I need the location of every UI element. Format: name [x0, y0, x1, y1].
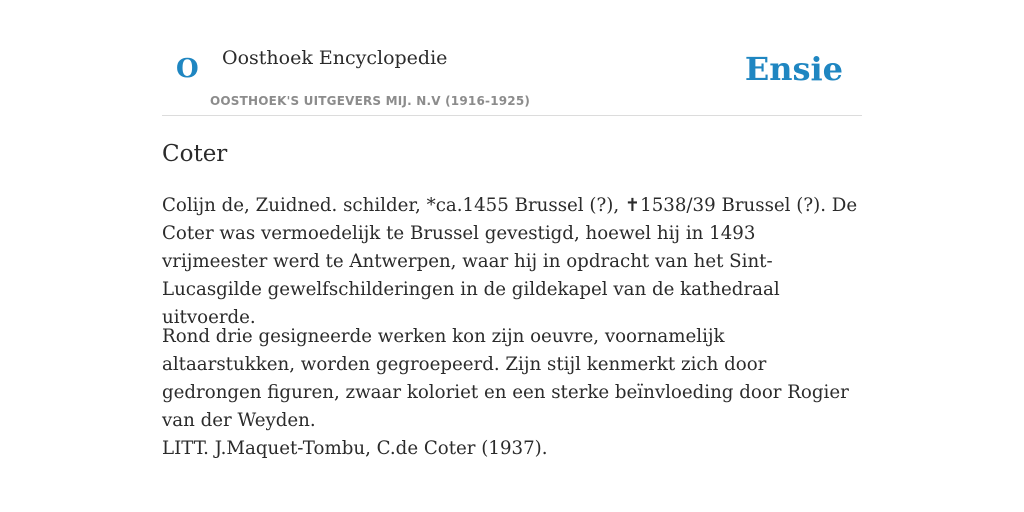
entry-title: Coter [162, 141, 228, 167]
entry-paragraph: Colijn de, Zuidned. schilder, *ca.1455 Brussel (?), ✝1538/39 Brussel (?). De Coter was vermoedelijk te Brussel gevestigd, hoewel hij in 1493 vrijmeester werd te Antwerpen, waar hij in opdracht van het Sint-Lucasgilde gewelfschilderingen in de gildekapel van de kathedraal uitvoerde. [162, 195, 858, 328]
logo-o-icon[interactable]: O [176, 54, 199, 84]
page-content [162, 0, 862, 459]
literature-reference: LITT. J.Maquet-Tombu, C.de Coter (1937). [162, 438, 548, 459]
site-header [162, 0, 862, 116]
entry-paragraph: Rond drie gesigneerde werken kon zijn oeuvre, voornamelijk altaarstukken, worden gegroepeerd. Zijn stijl kenmerkt zich door gedrongen figuren, zwaar koloriet en een sterke beïnvloeding door Rogier van der Weyden. [162, 326, 849, 431]
book-title-link[interactable]: Oosthoek Encyclopedie [222, 47, 448, 69]
publisher-label: OOSTHOEK'S UITGEVERS MIJ. N.V (1916-1925) [210, 94, 531, 108]
ensie-logo-link[interactable]: Ensie [744, 50, 843, 88]
